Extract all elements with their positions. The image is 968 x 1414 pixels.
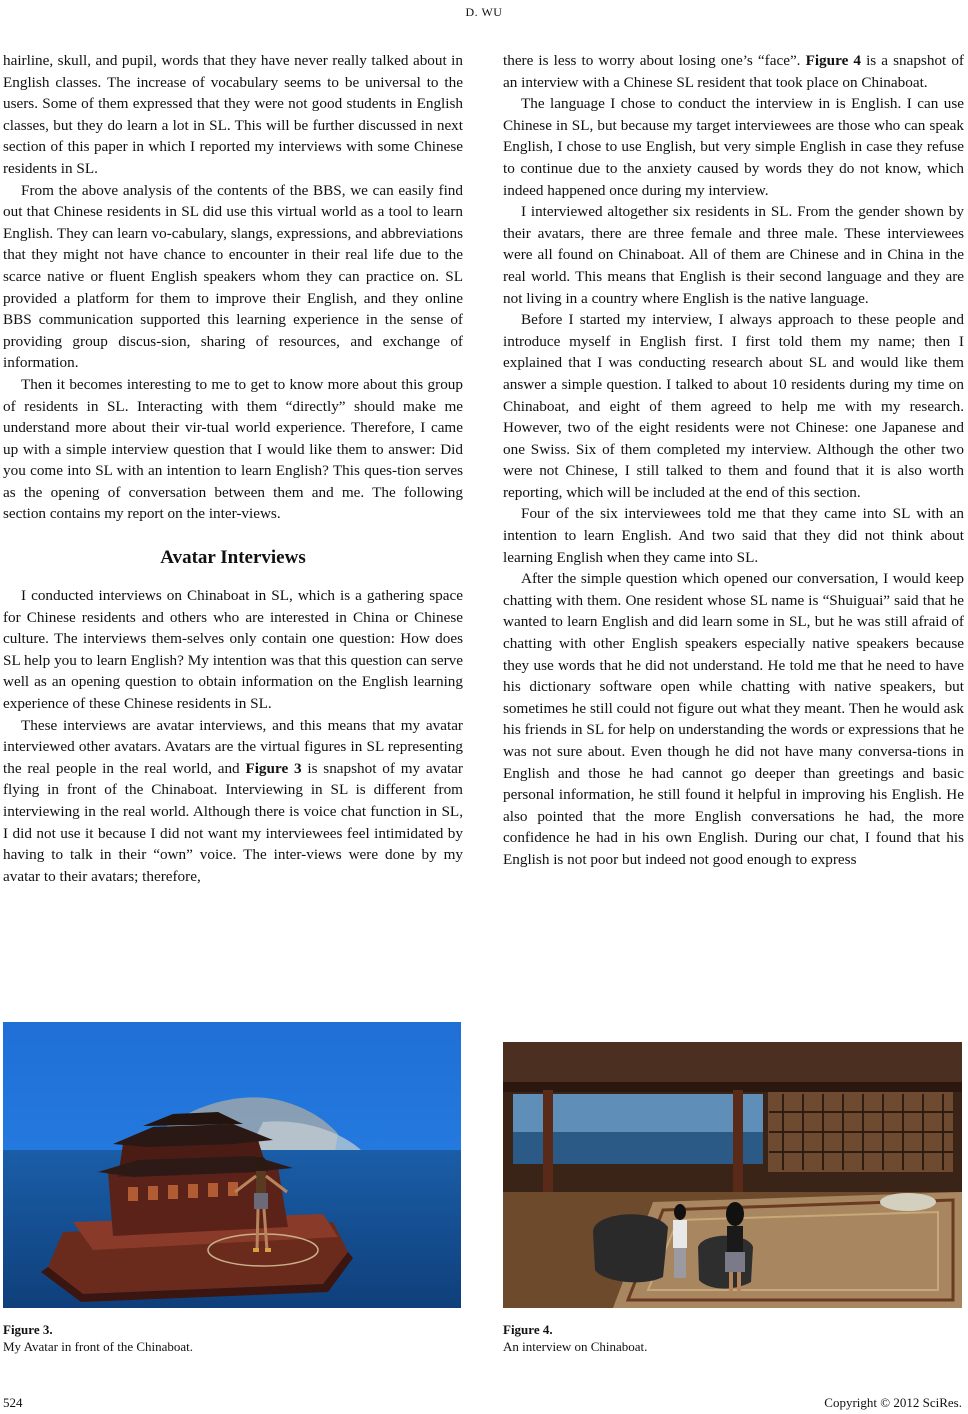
section-heading: Avatar Interviews: [160, 547, 306, 569]
page-number: 524: [3, 1395, 23, 1410]
text: there is less to worry about losing one’s “face”.: [503, 52, 806, 69]
paragraph: I interviewed altogether six residents in SL. From the gender shown by their avatars, there are three female and three male. These interviewees were all found on Chinaboat. All of them are Chinese and in China in the real world. This means that English is their second language and they are not living in a country where English is the native language.: [503, 203, 964, 307]
left-column: [3, 50, 463, 887]
paragraph: Four of the six interviewees told me that they came into SL with an intention to learn English. And two said that they did not think about learning English when they came into SL.: [503, 505, 964, 566]
figure4-caption-text: An interview on Chinaboat.: [503, 1339, 648, 1354]
figure3-image: [3, 1022, 461, 1308]
figure3-label: Figure 3.: [3, 1322, 53, 1337]
running-head: D. WU: [465, 5, 503, 19]
paragraph: Before I started my interview, I always approach to these people and introduce myself in English first. I first told them my name; then I explained that I was conducting research about SL and would like them answer a simple question. I talked to about 10 residents during my time on Chinaboat, and eight of them agreed to help me with my research. However, two of the eight residents were not Chinese: one Japanese and one Swiss. Six of them completed my interview. Although the other two were not Chinese, I still talked to them and found that it is also worth reporting, which will be included at the end of this section.: [503, 311, 964, 501]
figure3-caption-text: My Avatar in front of the Chinaboat.: [3, 1339, 194, 1354]
text: is a snapshot of an interview with a Chinese SL resident that took place on Chinaboat.: [503, 52, 964, 91]
copyright-notice: Copyright © 2012 SciRes.: [824, 1395, 962, 1410]
figure3-reference[interactable]: Figure 3: [245, 759, 302, 777]
text: is snapshot of my avatar flying in front of the Chinaboat. Interviewing in SL is different from interviewing in the real world. Although there is voice chat function in SL, I did not use it because I did not want my interviewees feel intimidated by having to talk in their “own” voice. The inter-views were done by my avatar to their avatars; therefore,: [3, 759, 463, 885]
paragraph: Then it becomes interesting to me to get to know more about this group of residents in SL. Interacting with them “directly” should make me understand more about their vir-tual world experience. Therefore, I came up with a simple interview question that I would like them to answer: Did you come into SL with an intention to learn English? This ques-tion serves as the opening of conversation between them and me. The following section contains my report on the inter-views.: [3, 375, 463, 523]
figure4-reference[interactable]: Figure 4: [805, 52, 861, 69]
interview-scene: [503, 1042, 962, 1308]
paragraph: hairline, skull, and pupil, words that they have never really talked about in English classes. The increase of vocabulary seems to be universal to the users. Some of them expressed that they were not good students in English classes, but they do learn a lot in SL. This will be further discussed in next section of this paper in which I reported my interviews with some Chinese residents in SL.: [3, 52, 463, 177]
paragraph: I conducted interviews on Chinaboat in SL, which is a gathering space for Chinese residents and others who are interested in China or Chinese culture. The interviews them-selves only contain one question: How does SL help you to learn English? My intention was that this question can serve well as an opening question to obtain information on the English learning experience of these Chinese residents in SL.: [3, 587, 463, 713]
chinaboat-scene: [3, 1022, 461, 1308]
paragraph: From the above analysis of the contents of the BBS, we can easily find out that Chinese residents in SL did use this virtual world as a tool to learn English. They can learn vo-cabulary, slangs, expressions, and abbreviations that they might not have chance to encounter in their real life due to the scarce native or fluent English speakers whom they can practice on. SL provided a platform for them to improve their English, and they online BBS communication supported this learning experience in the sense of providing group discus-sion, sharing of resources, and exchange of information.: [3, 181, 463, 372]
paragraph: After the simple question which opened our conversation, I would keep chatting with them. One resident whose SL name is “Shuiguai” said that he wanted to learn English and did learn some in SL, but he was still afraid of chatting with other English speakers especially native speakers because they use words that he did not understand. He told me that he need to have his dictionary software open while chatting with native speakers, but sometimes he still could not figure out what they meant. Then he would ask his friends in SL for help on understanding the words or expressions that he was not sure about. Even though he did not have many conversa-tions in English and those he had cannot go deeper than greetings and basic personal information, he still found it helpful in improving his English. He also pointed that the more English conversations he had, the more confidence he had in his own English. During our chat, I found that his English is not poor but indeed not good enough to express: [503, 570, 964, 868]
paragraph: The language I chose to conduct the interview in is English. I can use Chinese in SL, but because my target interviewees are those who can speak English, I chose to use English, but very simple English in case they refuse to continue due to the anxiety caused by words they do not know, which indeed happened once during my interview.: [503, 95, 964, 199]
figure4-caption: [503, 1321, 647, 1355]
paragraph-figure3-reference: [3, 715, 463, 888]
interviewee-avatar: [673, 1204, 687, 1278]
figure4-label: Figure 4.: [503, 1322, 553, 1337]
paragraph-figure4-reference: [503, 50, 964, 93]
right-column: [503, 50, 964, 871]
figure4-image: [503, 1042, 962, 1308]
text: These interviews are avatar interviews, and this means that my avatar interviewed other avatars. Avatars are the virtual figures in SL representing the real people in the real world, and: [3, 716, 463, 777]
figure3-caption: [3, 1321, 193, 1355]
